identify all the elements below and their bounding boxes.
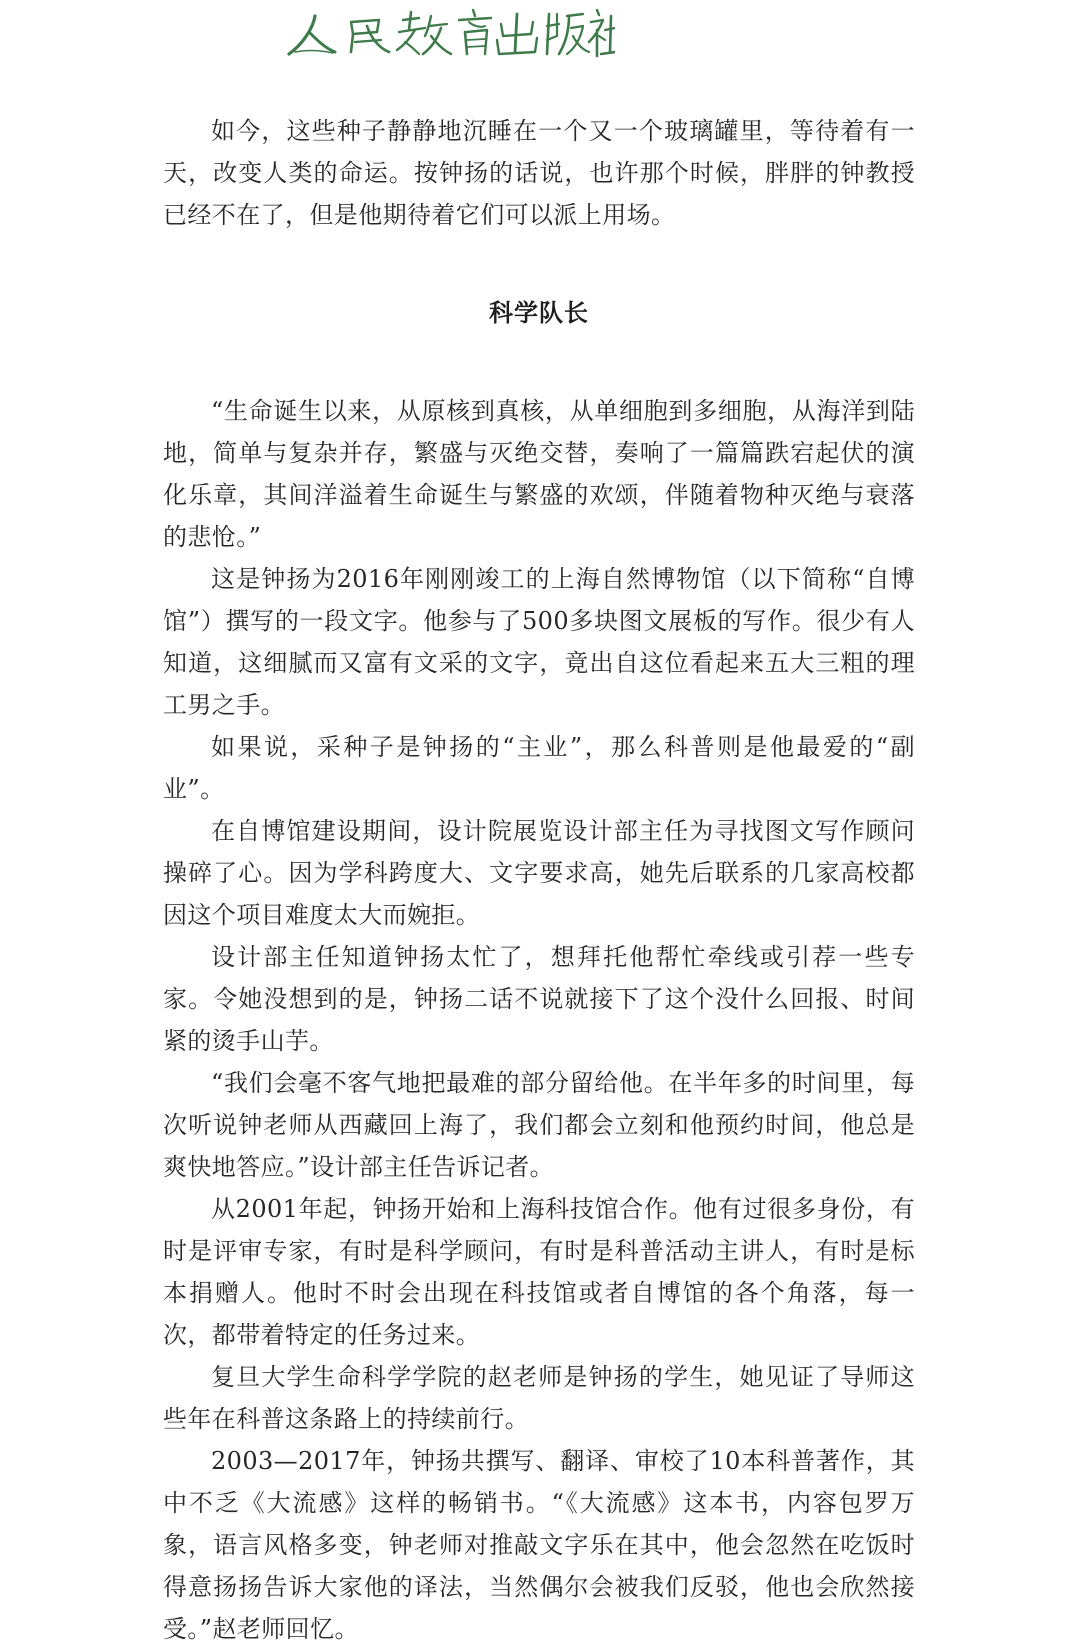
intro-paragraph: 如今，这些种子静静地沉睡在一个又一个玻璃罐里，等待着有一天，改变人类的命运。按钟扬的话说，也许那个时候，胖胖的钟教授已经不在了，但是他期待着它们可以派上用场。: [163, 117, 915, 229]
paragraph-director-quote: “我们会毫不客气地把最难的部分留给他。在半年多的时间里，每次听说钟老师从西藏回上海了，我们都会立刻和他预约时间，他总是爽快地答应。”设计部主任告诉记者。: [163, 1069, 915, 1181]
paragraph-books: 2003—2017年，钟扬共撰写、翻译、审校了10本科普著作，其中不乏《大流感》这样的畅销书。“《大流感》这本书，内容包罗万象，语言风格多变，钟老师对推敲文字乐在其中，他会忽然在吃饭时得意扬扬告诉大家他的译法，当然偶尔会被我们反驳，他也会欣然接受。”赵老师回忆。: [163, 1447, 915, 1643]
publisher-calligraphy-logo: [285, 6, 615, 60]
paragraph-student-zhao: 复旦大学生命科学学院的赵老师是钟扬的学生，她见证了导师这些年在科普这条路上的持续前行。: [163, 1363, 915, 1433]
paragraph-main-side-job: 如果说，采种子是钟扬的“主业”，那么科普则是他最爱的“副业”。: [163, 733, 915, 803]
paragraph-museum-text: 这是钟扬为2016年刚刚竣工的上海自然博物馆（以下简称“自博馆”）撰写的一段文字。他参与了500多块图文展板的写作。很少有人知道，这细腻而又富有文采的文字，竟出自这位看起来五大三粗的理工男之手。: [163, 565, 915, 719]
paragraph-accepted-task: 设计部主任知道钟扬太忙了，想拜托他帮忙牵线或引荐一些专家。令她没想到的是，钟扬二话不说就接下了这个没什么回报、时间紧的烫手山芋。: [163, 943, 915, 1055]
paragraph-museum-construction: 在自博馆建设期间，设计院展览设计部主任为寻找图文写作顾问操碎了心。因为学科跨度大、文字要求高，她先后联系的几家高校都因这个项目难度太大而婉拒。: [163, 817, 915, 929]
paragraph-science-museum: 从2001年起，钟扬开始和上海科技馆合作。他有过很多身份，有时是评审专家，有时是科学顾问，有时是科普活动主讲人，有时是标本捐赠人。他时不时会出现在科技馆或者自博馆的各个角落，每一次，都带着特定的任务过来。: [163, 1195, 915, 1349]
publisher-logo: [285, 6, 615, 60]
section-title: 科学队长: [489, 299, 589, 327]
article-body: [163, 110, 915, 1650]
paragraph-quote-evolution: “生命诞生以来，从原核到真核，从单细胞到多细胞，从海洋到陆地，简单与复杂并存，繁盛与灭绝交替，奏响了一篇篇跌宕起伏的演化乐章，其间洋溢着生命诞生与繁盛的欢颂，伴随着物种灭绝与衰落的悲怆。”: [163, 397, 915, 551]
